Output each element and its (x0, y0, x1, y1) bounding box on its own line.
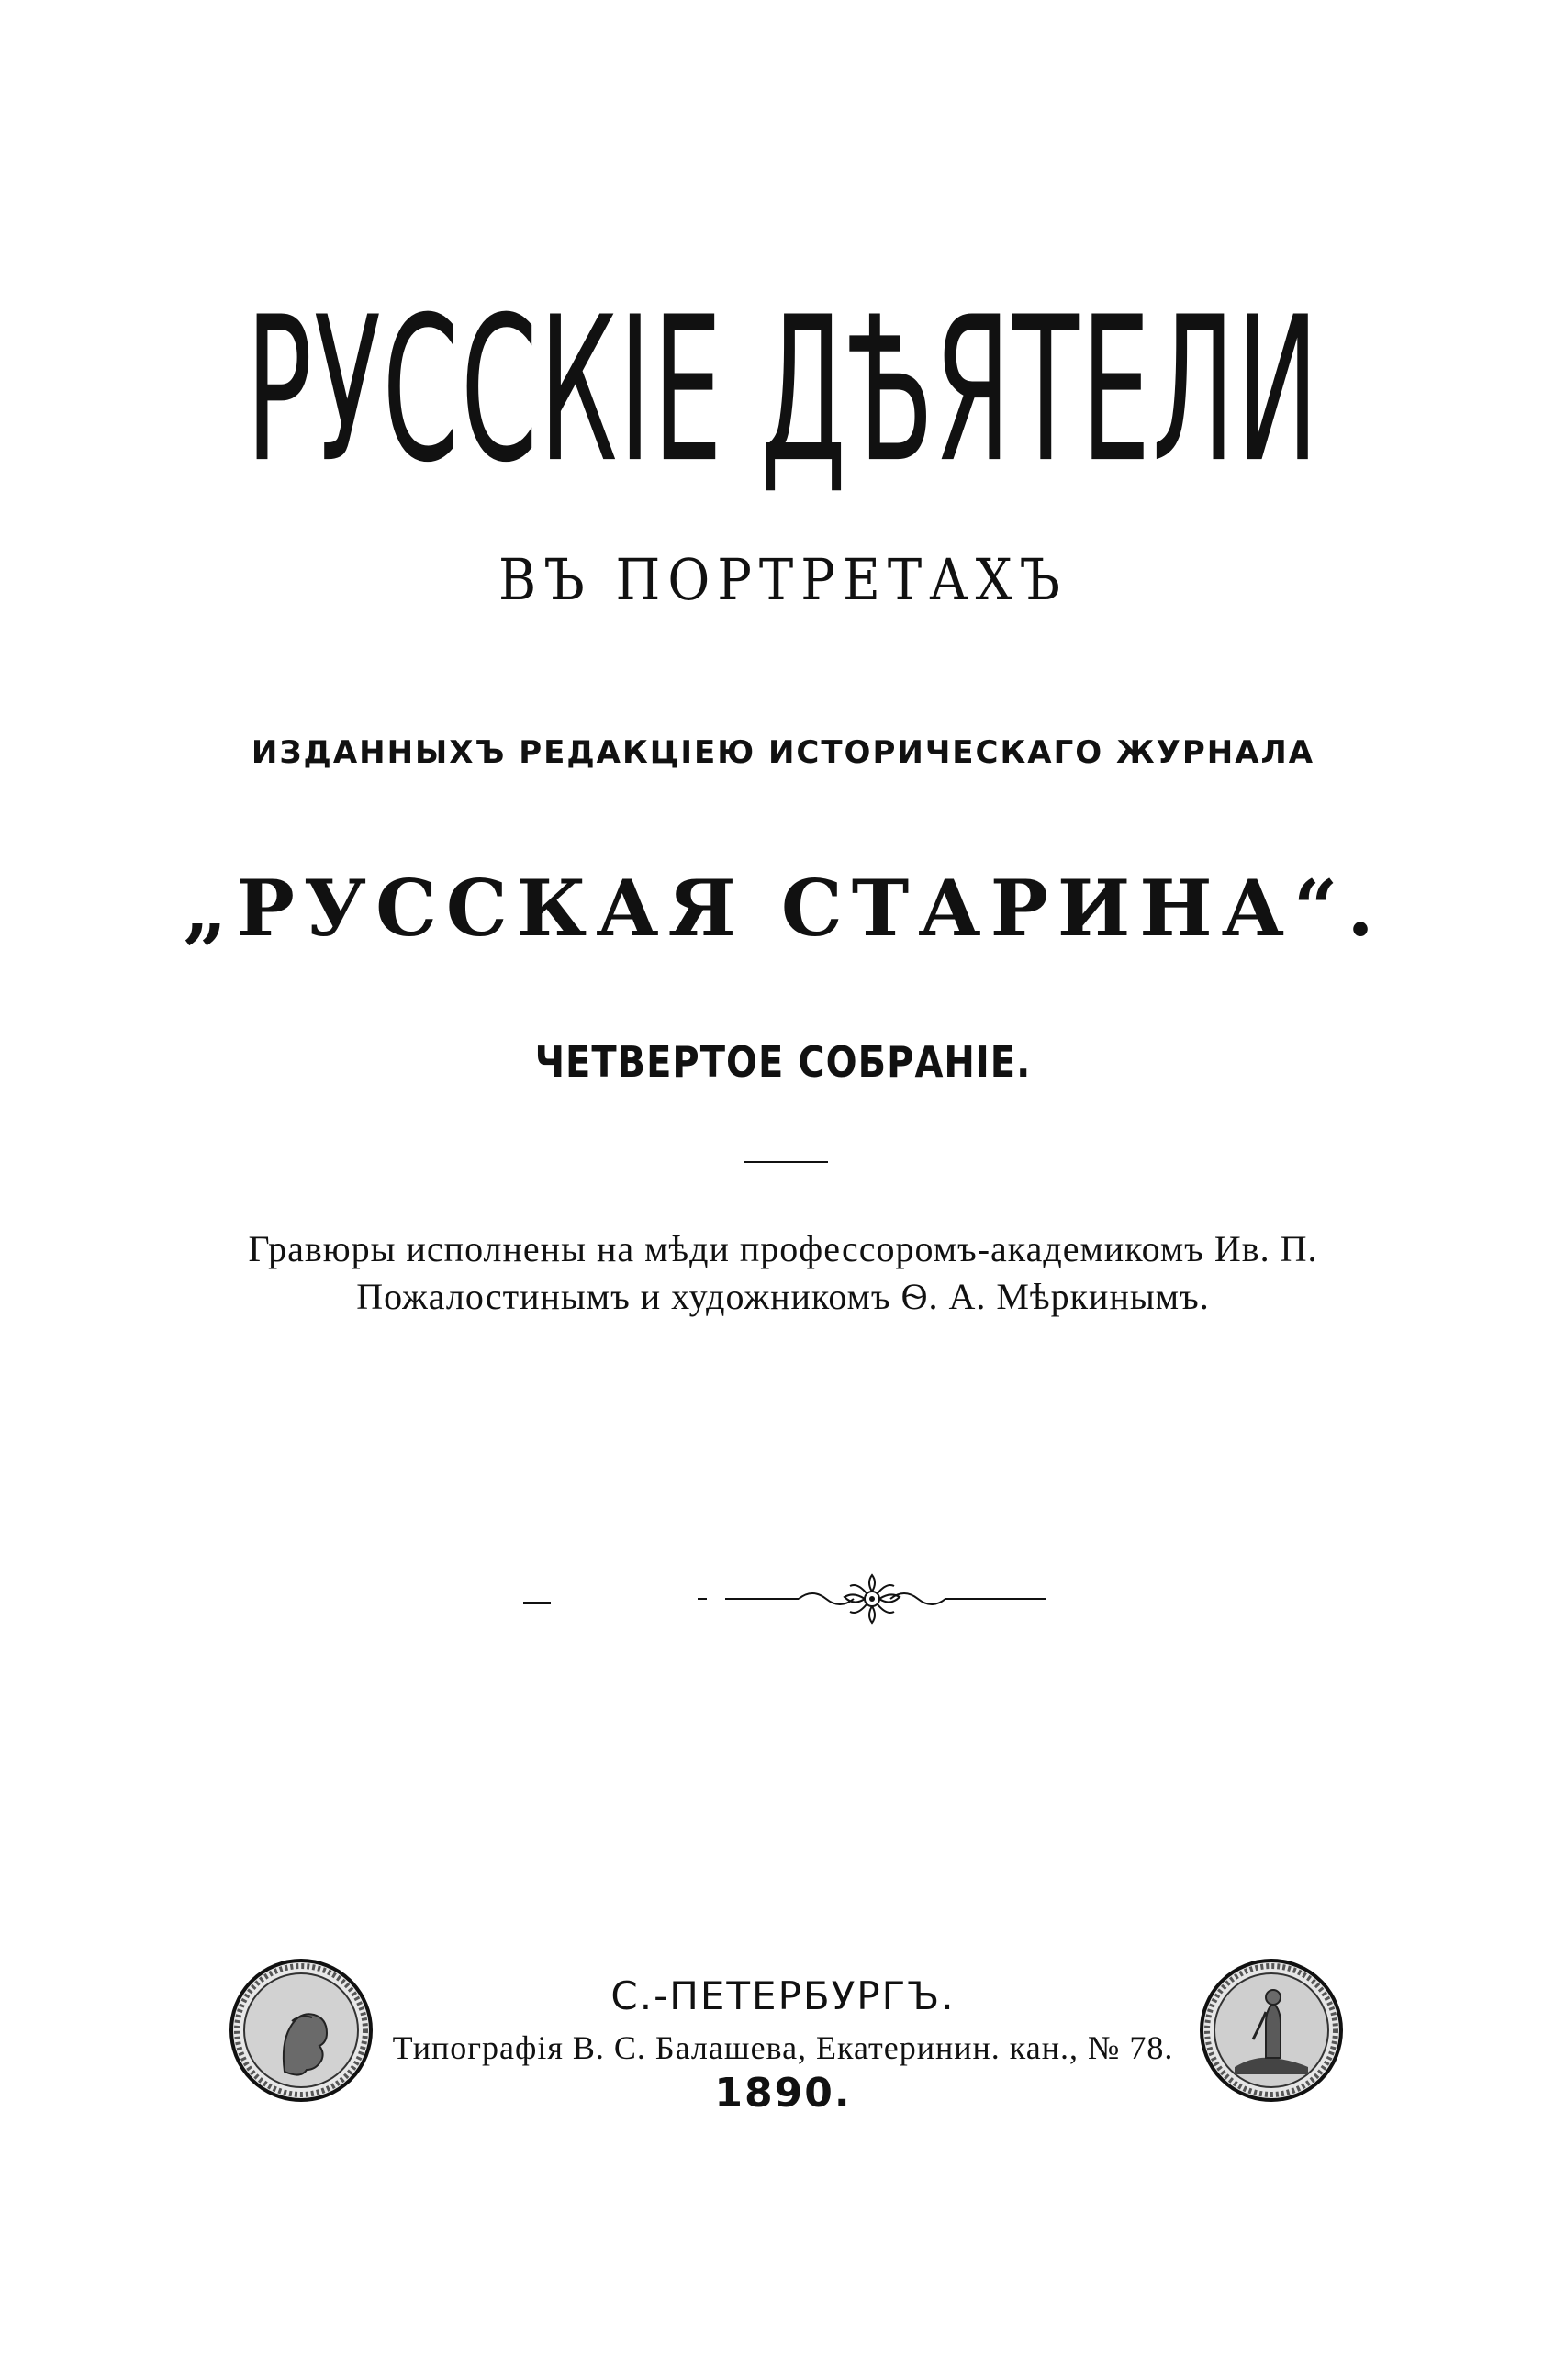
published-by-line: ИЗДАННЫХЪ РЕДАКЦІЕЮ ИСТОРИЧЕСКАГО ЖУРНАЛА (251, 734, 1315, 771)
engravers-line-1: Гравюры исполнены на мѣди профессоромъ-академикомъ Ив. П. (248, 1228, 1318, 1269)
main-title: РУССКІЕ ДѢЯТЕЛИ (245, 275, 1321, 508)
imprint-year: 1890. (714, 2070, 852, 2117)
engravers-line-2: Пожалостинымъ и художникомъ Ѳ. А. Мѣркинымъ. (356, 1276, 1210, 1317)
ornament-dash (523, 1602, 551, 1604)
collection-label: ЧЕТВЕРТОЕ СОБРАНІЕ. (534, 1038, 1032, 1088)
imprint-city: С.-ПЕТЕРБУРГЪ. (610, 1973, 956, 2018)
imprint-printer: Типографія В. С. Балашева, Екатеринин. кан., № 78. (392, 2029, 1174, 2066)
subtitle: ВЪ ПОРТРЕТАХЪ (498, 547, 1068, 614)
journal-name: „РУССКАЯ СТАРИНА“. (183, 863, 1383, 954)
floral-ornament-icon (688, 1571, 1056, 1626)
engravers-note (0, 1225, 1566, 1321)
short-divider-rule (744, 1161, 828, 1163)
